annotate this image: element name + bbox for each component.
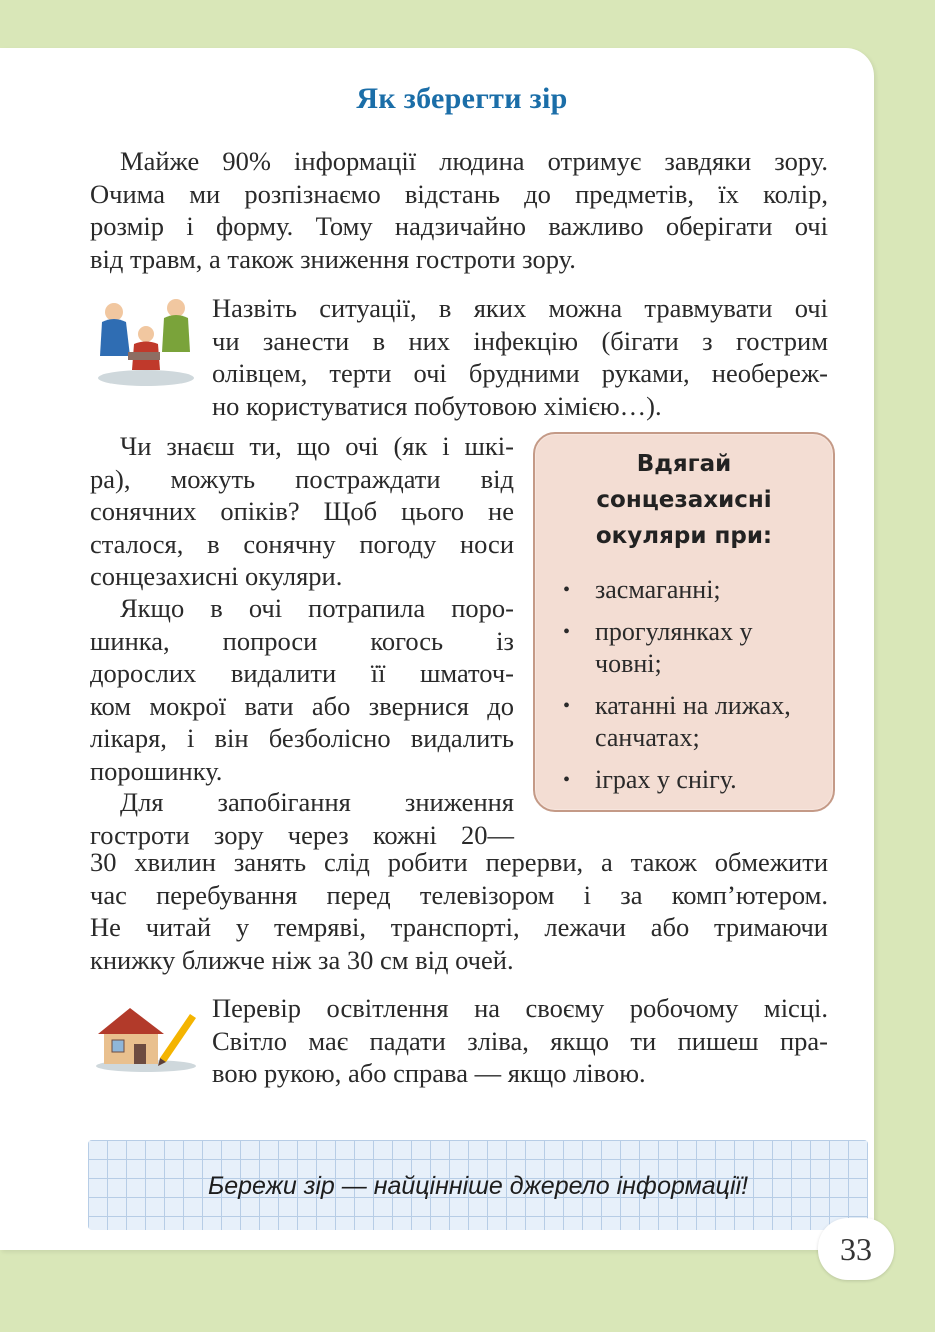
- paragraph-line: Чи знаєш ти, що очі (як і шкі-: [120, 431, 514, 461]
- paragraph-line: лікаря, і він безболісно видалить: [90, 723, 514, 753]
- paragraph-line: 30 хвилин занять слід робити перерви, а також обмежити: [90, 847, 828, 877]
- banner-text: Бережи зір — найцінніше джерело інформації!: [207, 1172, 749, 1200]
- paragraph-line: сонцезахисні окуляри.: [90, 561, 343, 591]
- paragraph-line: шинка, попроси когось із: [90, 625, 514, 656]
- list-item-text: засмаганні;: [595, 575, 721, 604]
- breaks-paragraph-start: [90, 786, 514, 851]
- sidebox-heading-line: окуляри при:: [595, 523, 773, 549]
- intro-line: розмір і форму. Тому надзичайно важливо оберігати очі: [90, 211, 828, 241]
- task-line: олівцем, терти очі брудними руками, необереж-: [212, 358, 828, 388]
- intro-paragraph: [90, 145, 828, 275]
- house-pencil-icon: [90, 1000, 200, 1072]
- list-item: [535, 690, 833, 754]
- sidebox-heading-line: Вдягай: [636, 451, 732, 477]
- task-line: вою рукою, або справа — якщо лівою.: [212, 1058, 646, 1088]
- task-line: чи занести в них інфекцію (бігати з гострим: [212, 325, 828, 356]
- bullet-icon: •: [563, 769, 571, 791]
- sidebox-list: [535, 574, 833, 806]
- task-line: Назвіть ситуації, в яких можна травмувати очі: [212, 293, 828, 323]
- paragraph-line: сонячних опіків? Щоб цього не: [90, 496, 514, 526]
- group-discussion-icon: [88, 292, 200, 388]
- list-item: [535, 574, 833, 606]
- page-title: Як зберегти зір: [356, 82, 568, 115]
- task-line: Світло має падати зліва, якщо ти пишеш пра-: [212, 1025, 828, 1056]
- paragraph-line: Якщо в очі потрапила поро-: [120, 593, 514, 623]
- task-line: Перевір освітлення на своєму робочому місці.: [212, 993, 828, 1023]
- paragraph-line: ком мокрої вати або звернися до: [90, 690, 514, 721]
- list-item: [535, 764, 833, 796]
- list-item-text: катанні на лижах, санчатах;: [595, 691, 791, 752]
- bullet-icon: •: [563, 579, 571, 601]
- paragraph-line: Не читай у темряві, транспорті, лежачи або тримаючи: [90, 912, 828, 942]
- paragraph-line: дорослих видалити її шматоч-: [90, 658, 514, 688]
- breaks-paragraph-continued: [90, 846, 828, 976]
- paragraph-line: час перебування перед телевізором і за комп’ютером.: [90, 879, 828, 910]
- sunburn-paragraph: [90, 430, 514, 593]
- paragraph-line: гостроти зору через кожні 20—: [90, 819, 514, 850]
- sidebox-heading-line: сонцезахисні: [596, 487, 772, 513]
- list-item-text: прогулянках у човні;: [595, 617, 753, 678]
- page-number: 33: [818, 1218, 894, 1280]
- sunglasses-tip-box: [533, 432, 835, 812]
- dust-paragraph: [90, 592, 514, 787]
- paragraph-line: ра), можуть постраждати від: [90, 463, 514, 494]
- list-item: [535, 616, 833, 680]
- task-discussion-paragraph: [212, 292, 828, 422]
- intro-line: Майже 90% інформації людина отримує завдяки зору.: [120, 146, 828, 176]
- intro-line: Очима ми розпізнаємо відстань до предметів, їх колір,: [90, 178, 828, 209]
- task-line: но користуватися побутовою хімією…).: [212, 390, 662, 421]
- paragraph-line: сталося, в сонячну погоду носи: [90, 528, 514, 559]
- intro-line: від травм, а також зниження гостроти зору.: [90, 243, 576, 274]
- paragraph-line: порошинку.: [90, 755, 223, 786]
- list-item-text: іграх у снігу.: [595, 765, 737, 794]
- bullet-icon: •: [563, 621, 571, 643]
- paragraph-line: Для запобігання зниження: [120, 787, 514, 817]
- sidebox-heading: [535, 446, 833, 554]
- task-lighting-paragraph: [212, 992, 828, 1090]
- bullet-icon: •: [563, 695, 571, 717]
- paragraph-line: книжку ближче ніж за 30 см від очей.: [90, 944, 514, 975]
